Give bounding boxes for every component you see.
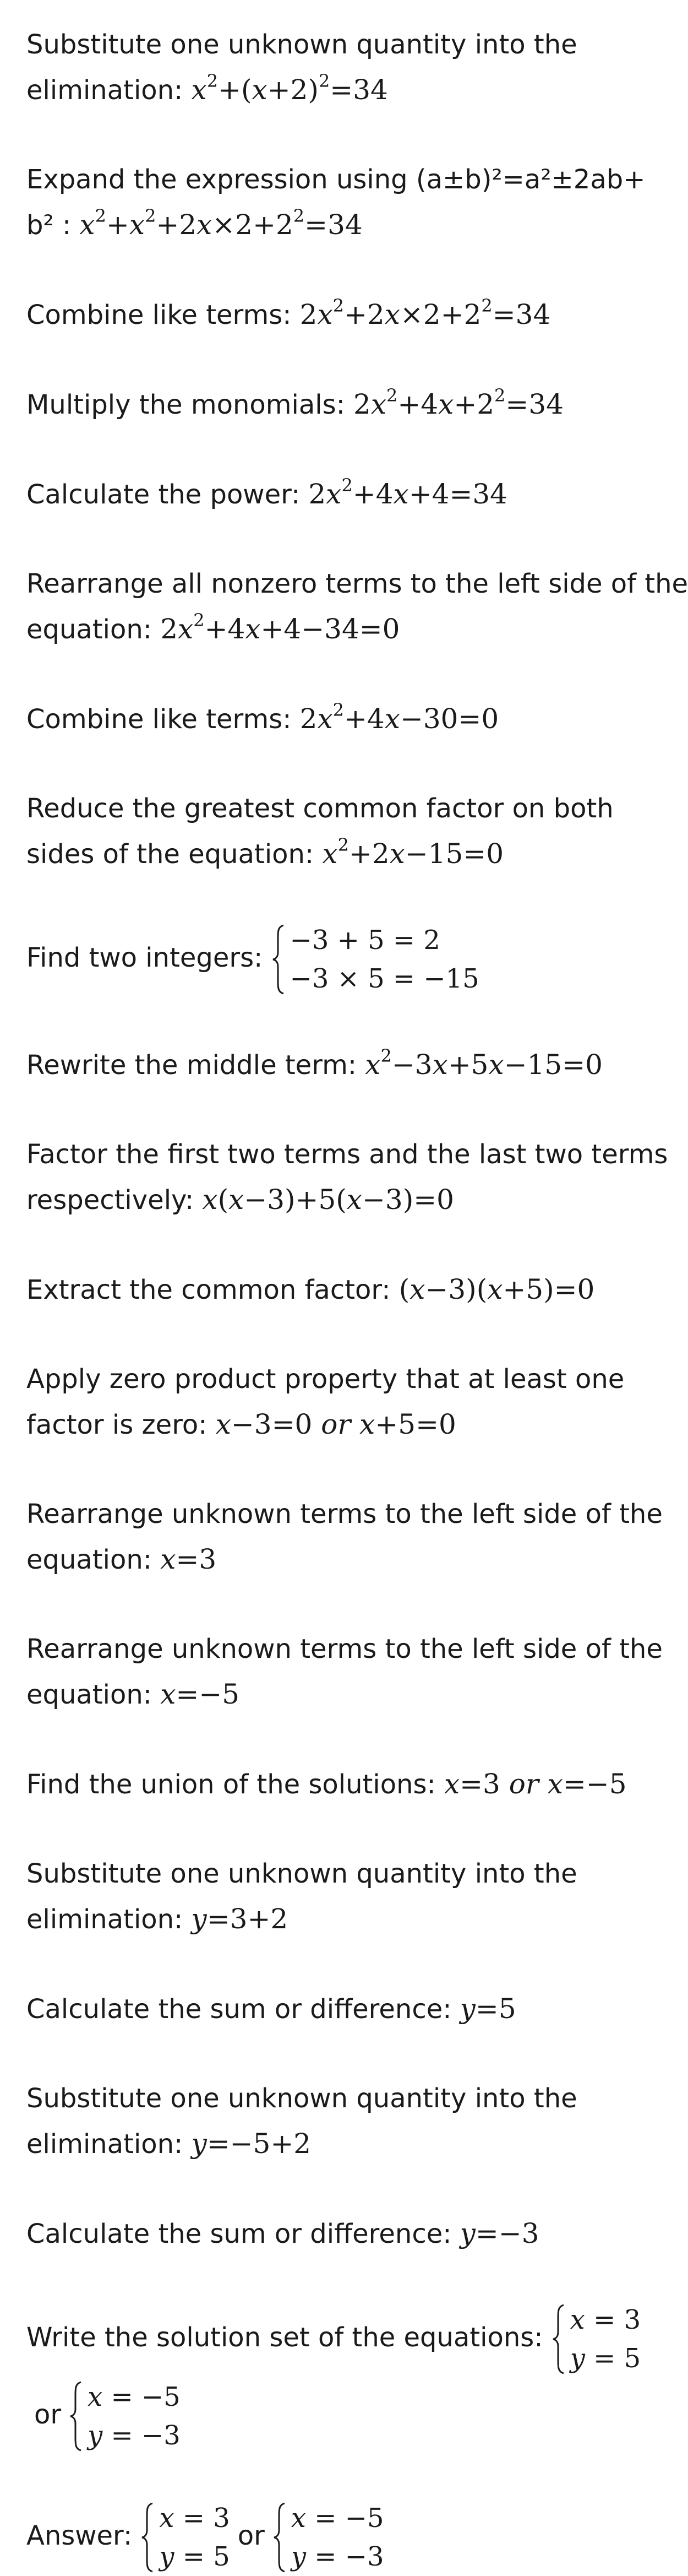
step-text: Calculate the sum or difference: — [26, 2219, 460, 2249]
step-text: Calculate the sum or difference: — [26, 1994, 460, 2025]
system-equation: y = 5 — [159, 2541, 230, 2572]
step-math: $2x^2+4x+2^2=34$ — [353, 385, 564, 420]
solution-step — [26, 921, 603, 998]
system-equation: x = 3 — [570, 2304, 641, 2335]
step-math: $x^2-3x+5x-15=0$ — [365, 1045, 603, 1081]
step-math: $2x^2+4x-30=0$ — [299, 699, 499, 735]
solution-step — [26, 22, 603, 113]
step-math: x=3 or x=−5 — [444, 1768, 627, 1800]
left-brace — [272, 2502, 287, 2573]
left-brace — [271, 924, 286, 995]
solution-step — [26, 1761, 627, 1807]
solution-step — [26, 561, 688, 652]
system-equation: x = −5 — [291, 2503, 384, 2534]
system-equation: x = 3 — [159, 2503, 230, 2534]
left-brace — [552, 2303, 566, 2375]
solution-step — [26, 696, 603, 742]
step-text: Combine like terms: — [26, 300, 300, 330]
solution-step — [26, 1626, 663, 1717]
step-text: Apply zero product property that at least one — [26, 1364, 625, 1395]
system-equation: y = 5 — [570, 2343, 641, 2374]
solution-step — [26, 382, 603, 427]
solution-step — [26, 1851, 603, 1942]
left-brace — [69, 2380, 83, 2452]
system-equation: −3 + 5 = 2 — [290, 925, 440, 956]
step-math: x(x−3)+5(x−3)=0 — [202, 1184, 454, 1216]
step-text: Combine like terms: — [26, 704, 300, 735]
step-math: $2x^2+4x+4=34$ — [308, 475, 507, 510]
step-math: x=−5 — [160, 1678, 240, 1710]
step-math: $2x^2+2x\times 2+2^2=34$ — [299, 295, 551, 330]
solution-step — [26, 786, 614, 877]
step-math: $2x^2+4x+4-34=0$ — [160, 610, 400, 645]
step-math: $x^2+x^2+2x\times 2+2^2=34$ — [79, 205, 363, 241]
solution-step — [26, 1357, 625, 1447]
solution-system-1 — [552, 2301, 641, 2378]
step-math: $x^2+2x-15=0$ — [322, 834, 504, 870]
step-text: Extract the common factor: — [26, 1275, 399, 1305]
step-text: Rearrange all nonzero terms to the left side of the — [26, 568, 688, 599]
solution-step — [26, 1267, 603, 1313]
step-math: $x^2+(x+2)^2=34$ — [191, 70, 388, 106]
step-text: factor is zero: — [26, 1409, 216, 1440]
step-math: (x−3)(x+5)=0 — [398, 1273, 595, 1305]
step-text: Multiply the monomials: — [26, 389, 354, 420]
step-text: Find two integers: — [26, 942, 271, 973]
solution-step — [26, 1132, 668, 1223]
step-text: Factor the first two terms and the last two terms — [26, 1139, 668, 1170]
solution-step — [26, 1042, 603, 1088]
step-text: respectively: — [26, 1185, 203, 1216]
or-text: or — [237, 2520, 265, 2551]
solution-step — [26, 2076, 603, 2167]
step-text: Find the union of the solutions: — [26, 1769, 444, 1800]
step-text: sides of the equation: — [26, 839, 323, 870]
answer-system-2 — [272, 2499, 384, 2576]
answer-label: Answer: — [26, 2520, 141, 2551]
final-answer — [26, 2499, 603, 2576]
step-text: b² : — [26, 210, 80, 241]
step-math: y=5 — [460, 1993, 516, 2025]
system-equation: x = −5 — [88, 2382, 181, 2412]
solution-step — [26, 471, 603, 517]
step-math: y=−3 — [460, 2217, 539, 2249]
solution-step — [26, 2211, 603, 2257]
solution-set-label: Write the solution set of the equations: — [26, 2322, 552, 2353]
step-text: equation: — [26, 1544, 161, 1575]
system-equation: −3 × 5 = −15 — [290, 963, 479, 994]
solution-system-2 — [69, 2378, 181, 2455]
step-text: Rearrange unknown terms to the left side of the — [26, 1499, 663, 1530]
step-text: Expand the expression using (a±b)²=a²±2ab+ — [26, 164, 646, 195]
step-math: y=−5+2 — [191, 2128, 312, 2160]
step-text: Calculate the power: — [26, 479, 309, 510]
step-text: elimination: — [26, 75, 192, 106]
step-text: Substitute one unknown quantity into the — [26, 1858, 577, 1889]
step-text: Rewrite the middle term: — [26, 1050, 365, 1081]
step-text: Reduce the greatest common factor on both — [26, 793, 614, 824]
solution-step — [26, 1986, 603, 2032]
left-brace — [140, 2502, 155, 2573]
solution-step — [26, 157, 646, 248]
step-math: x−3=0 or x+5=0 — [215, 1408, 456, 1440]
or-text: or — [34, 2399, 62, 2430]
step-text: elimination: — [26, 1904, 192, 1935]
step-text: Substitute one unknown quantity into the — [26, 2083, 577, 2114]
solution-step — [26, 292, 603, 338]
equation-system — [271, 921, 479, 998]
step-math: y=3+2 — [191, 1903, 288, 1935]
system-equation: y = −3 — [291, 2541, 384, 2572]
answer-system-1 — [140, 2499, 230, 2576]
system-equation: y = −3 — [88, 2420, 181, 2451]
step-math: x=3 — [160, 1543, 217, 1575]
solution-step — [26, 1492, 663, 1582]
step-text: equation: — [26, 1679, 161, 1710]
step-text: equation: — [26, 614, 161, 645]
step-text: Substitute one unknown quantity into the — [26, 29, 577, 60]
solution-set — [26, 2301, 641, 2455]
step-text: Rearrange unknown terms to the left side of the — [26, 1634, 663, 1664]
step-text: elimination: — [26, 2129, 192, 2160]
